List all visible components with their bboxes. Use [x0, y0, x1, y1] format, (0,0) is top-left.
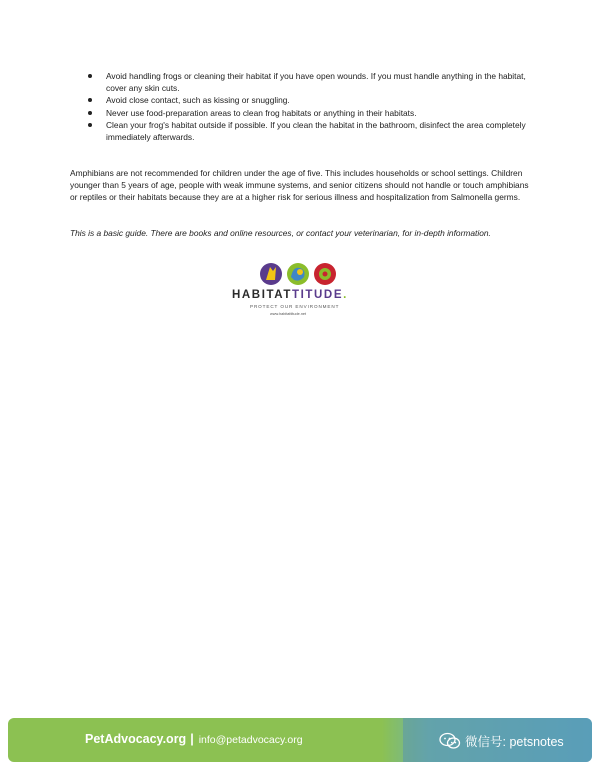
bullet-text: Clean your frog's habitat outside if possible. If you clean the habitat in the bathroom, disinfect the area completely immediately afterwards. [106, 119, 526, 143]
bullet-dot [88, 98, 92, 102]
habitattitude-logo [230, 258, 370, 320]
footer-contact [85, 732, 303, 746]
amphibians-paragraph: Amphibians are not recommended for children under the age of five. This includes households or school settings. Children younger than 5 years of age, people with weak immune systems, and senior citizens should not handle or touch amphibians or reptiles or their habitats because they are at a higher risk for serious illness and hospitalization from Salmonella germs. [70, 168, 529, 203]
footer-site-link[interactable]: PetAdvocacy.org [85, 732, 187, 746]
logo-word-habitat: HABITAT [232, 289, 292, 301]
logo-word-titude: TITUDE [291, 289, 344, 301]
bullet-item [86, 107, 532, 119]
watermark-text: 微信号: petsnotes [465, 735, 564, 749]
logo-emblems-icon [230, 258, 370, 290]
bullet-item [86, 119, 532, 143]
logo-wordmark [232, 289, 372, 301]
footer-separator: | [190, 732, 194, 746]
bullet-text: Avoid handling frogs or cleaning their habitat if you have open wounds. If you must handle anything in the habitat, cover any skin cuts. [106, 71, 526, 94]
footer-banner [8, 718, 592, 762]
footer-email-link[interactable]: info@petadvocacy.org [198, 734, 303, 746]
wechat-watermark [403, 718, 592, 762]
safety-bullet-list [86, 70, 532, 143]
bullet-text: Avoid close contact, such as kissing or snuggling. [106, 95, 290, 106]
bullet-item [86, 70, 532, 94]
logo-word-dot: . [343, 289, 348, 301]
wechat-icon [439, 732, 461, 750]
bullet-item [86, 94, 532, 106]
bullet-dot [88, 123, 92, 127]
logo-tagline: PROTECT OUR ENVIRONMENT [250, 304, 340, 309]
logo-url: www.habitattitude.net [270, 312, 307, 316]
guide-paragraph: This is a basic guide. There are books and online resources, or contact your veterinarian, for in-depth information. [70, 228, 491, 238]
bullet-dot [88, 74, 92, 78]
bullet-dot [88, 111, 92, 115]
bullet-text: Never use food-preparation areas to clean frog habitats or anything in their habitats. [106, 107, 417, 118]
